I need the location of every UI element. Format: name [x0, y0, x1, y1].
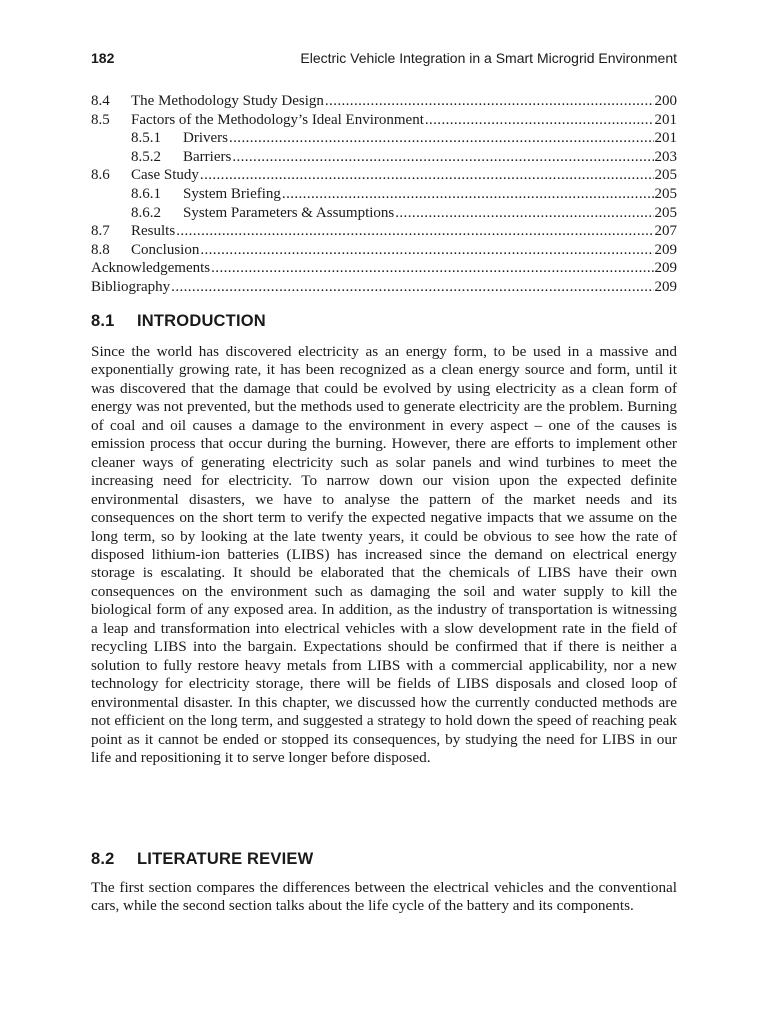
toc-entry: [91, 129, 677, 148]
toc-entry: [91, 111, 677, 130]
toc-dot-leader: [325, 92, 654, 111]
toc-entry-page: 205: [654, 167, 677, 184]
page-header: [91, 50, 677, 70]
toc-entry-page: 203: [654, 148, 677, 165]
toc-entry-page: 201: [654, 130, 677, 147]
toc-entry-page: 207: [654, 223, 677, 240]
toc-entry-title: Barriers: [183, 148, 232, 165]
introduction-paragraph: Since the world has discovered electricity as an energy form, to be used in a massive and exponentially growing rate, it has been recognized as a clean energy source and form, until it was discovered that the damage that could be evolved by using electricity as a clean form of energy was not prevented, but the methods used to generate electricity are the problem. Burning of coal and oil causes a damage to the environment in every aspect – one of the causes is emission process that occur during the burning. However, there are efforts to implement other cleaner ways of generating electricity such as solar panels and wind turbines to meet the increasing need for electricity. To narrow down our vision upon the expected definite environmental disasters, we have to analyse the pattern of the market needs and its consequences on the short term to verify the expected negative impacts that we assume on the long term, so by looking at the late twenty years, it could be obvious to see how the rate of disposed lithium-ion batteries (LIBS) has increased since the demand on electrical energy storage is escalating. It should be elaborated that the chemicals of LIBS have their own consequences on the environment such as damaging the soil and water supply to kill the biological form of any exposed area. In addition, as the industry of transportation is witnessing a leap and transformation into electrical vehicles with a slow development rate in the field of recycling LIBS into the bargain. Expectations should be confirmed that if there is neither a solution to fully restore heavy metals from LIBS with a commercial applicability, nor a new technology for electricity storage, there will be fields of LIBS disposals and closed loop of environmental disaster. In this chapter, we discussed how the currently conducted methods are not efficient on the long term, and suggested a strategy to hold down the speed of reaching peak point as it cannot be ended or stopped its consequences, by studying the need for LIBS in our life and repositioning it to serve longer before disposed.: [91, 343, 677, 766]
toc-dot-leader: [200, 166, 654, 185]
toc-entry-number: 8.5: [91, 111, 110, 128]
section-title: INTRODUCTION: [137, 312, 266, 330]
toc-entry-page: 209: [654, 241, 677, 258]
toc-dot-leader: [211, 259, 653, 278]
toc-entry-title: System Parameters & Assumptions: [183, 204, 395, 221]
toc-entry: [91, 222, 677, 241]
toc-entry-page: 209: [654, 260, 677, 277]
toc-entry-page: 205: [654, 204, 677, 221]
running-title: Electric Vehicle Integration in a Smart Microgrid Environment: [300, 50, 677, 66]
table-of-contents: [91, 92, 677, 297]
toc-entry-number: 8.4: [91, 93, 110, 109]
toc-dot-leader: [395, 204, 653, 223]
toc-dot-leader: [282, 185, 654, 204]
toc-entry-number: 8.6: [91, 167, 110, 184]
toc-entry-number: 8.5.2: [131, 148, 161, 165]
page-number: 182: [91, 50, 115, 66]
toc-entry-title: Drivers: [183, 130, 228, 147]
toc-dot-leader: [232, 148, 653, 167]
toc-entry-title: Acknowledgements: [91, 260, 211, 277]
toc-dot-leader: [171, 278, 653, 297]
toc-entry: [91, 166, 677, 185]
toc-entry: [91, 92, 677, 111]
toc-entry-number: 8.6.1: [131, 185, 161, 202]
toc-entry-title: System Briefing: [183, 185, 281, 202]
toc-entry-title: Results: [131, 223, 176, 240]
toc-entry-number: 8.5.1: [131, 130, 161, 147]
section-number: 8.2: [91, 850, 115, 868]
toc-entry-title: Case Study: [131, 167, 199, 184]
toc-entry-page: 200: [654, 93, 677, 109]
section-heading-introduction: [91, 312, 266, 331]
toc-entry: [91, 259, 677, 278]
toc-entry: [91, 185, 677, 204]
toc-entry: [91, 241, 677, 260]
toc-entry-number: 8.6.2: [131, 204, 161, 221]
toc-entry-title: Factors of the Methodology’s Ideal Environment: [131, 111, 424, 128]
section-title: LITERATURE REVIEW: [137, 850, 314, 868]
toc-entry-title: The Methodology Study Design: [131, 93, 324, 109]
literature-review-paragraph: The first section compares the differences between the electrical vehicles and the conventional cars, while the second section talks about the life cycle of the battery and its components.: [91, 879, 677, 915]
toc-entry-page: 209: [654, 278, 677, 295]
toc-entry: [91, 278, 677, 297]
section-number: 8.1: [91, 312, 115, 330]
toc-entry: [91, 204, 677, 223]
toc-entry-title: Conclusion: [131, 241, 200, 258]
toc-entry-number: 8.8: [91, 241, 110, 258]
toc-entry: [91, 148, 677, 167]
toc-entry-number: 8.7: [91, 223, 110, 240]
toc-entry-title: Bibliography: [91, 278, 171, 295]
toc-dot-leader: [229, 129, 654, 148]
toc-dot-leader: [425, 111, 654, 130]
toc-dot-leader: [176, 222, 653, 241]
toc-entry-page: 201: [654, 111, 677, 128]
section-heading-literature-review: [91, 850, 313, 869]
toc-entry-page: 205: [654, 185, 677, 202]
toc-dot-leader: [200, 241, 653, 260]
